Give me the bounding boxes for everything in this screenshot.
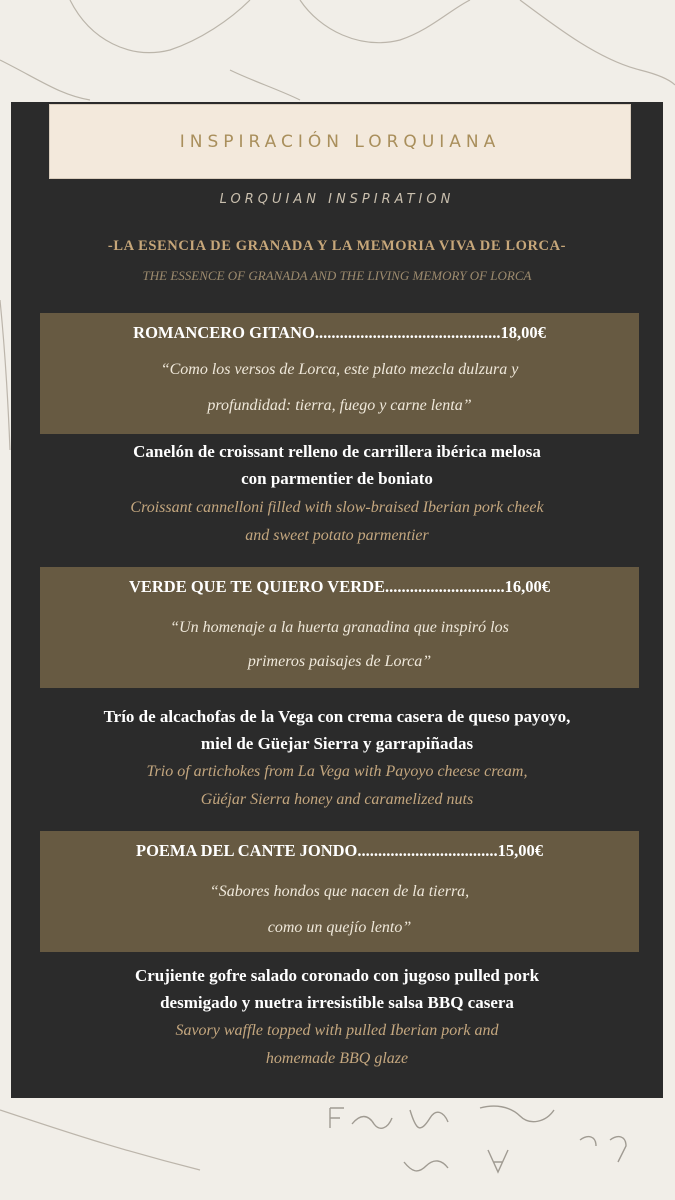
dish-name-price: POEMA DEL CANTE JONDO..................................15,00€ [135,841,544,860]
dish-quote: primeros paisajes de Lorca” [247,653,432,670]
dish-description-en: Trio of artichokes from La Vega with Payoyo cheese cream, Güéjar Sierra honey and caramelized nuts [146,763,528,808]
dish-description-en: Croissant cannelloni filled with slow-braised Iberian pork cheek and sweet potato parmentier [130,499,544,544]
dish-description-es: Canelón de croissant relleno de carrillera ibérica melosa con parmentier de boniato [133,442,541,488]
dish-description-es: Trío de alcachofas de la Vega con crema casera de queso payoyo, miel de Güejar Sierra y garrapiñadas [103,707,571,753]
dish-quote: como un quejío lento” [267,919,412,936]
dish-quote: “Un homenaje a la huerta granadina que inspiró los [170,619,509,636]
dish-description-en: Savory waffle topped with pulled Iberian pork and homemade BBQ glaze [175,1022,499,1067]
tagline-es: -LA ESENCIA DE GRANADA Y LA MEMORIA VIVA DE LORCA- [107,238,567,254]
menu-subtitle-en: LORQUIAN INSPIRATION [219,192,455,207]
dish-quote: “Como los versos de Lorca, este plato mezcla dulzura y [160,361,519,378]
dish-name-price: VERDE QUE TE QUIERO VERDE.............................16,00€ [128,577,551,596]
tagline-en: THE ESSENCE OF GRANADA AND THE LIVING MEMORY OF LORCA [142,268,532,283]
menu-title: INSPIRACIÓN LORQUIANA [179,131,501,152]
dish-description-es: Crujiente gofre salado coronado con jugoso pulled pork desmigado y nuetra irresistible salsa BBQ casera [134,966,540,1012]
dish-name-price: ROMANCERO GITANO.............................................18,00€ [133,323,546,342]
dish-quote: “Sabores hondos que nacen de la tierra, [209,883,470,900]
dish-quote: profundidad: tierra, fuego y carne lenta” [207,397,472,414]
